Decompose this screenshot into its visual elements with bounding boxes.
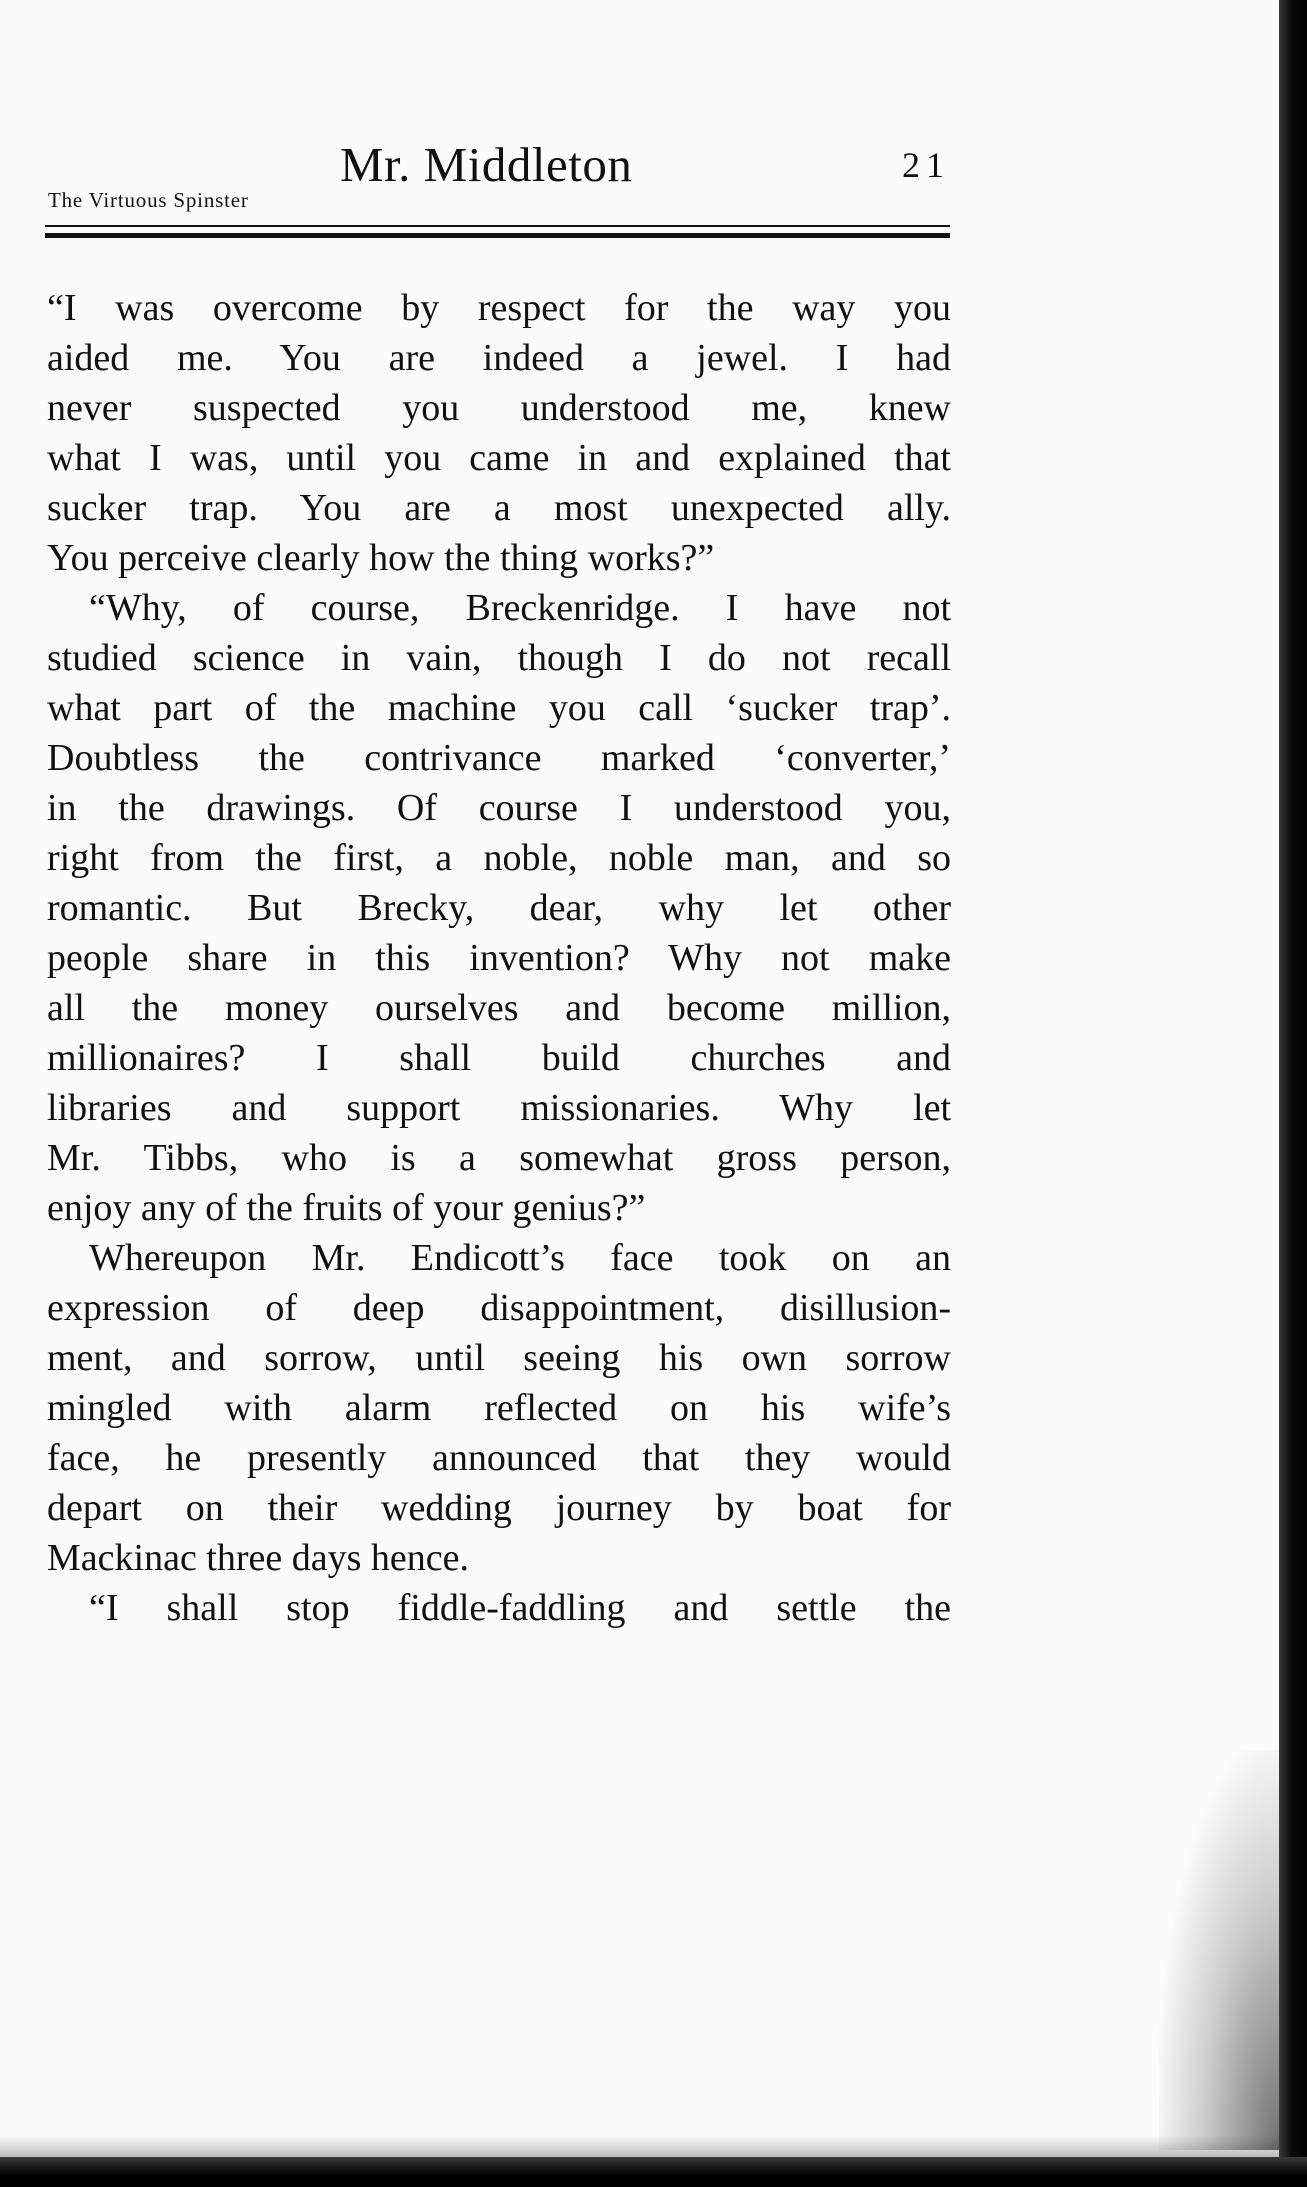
text-line: depart on their wedding journey by boat for <box>47 1487 951 1529</box>
text-line: Mackinac three days hence. <box>47 1537 470 1579</box>
text-line: sucker trap. You are a most unexpected ally. <box>47 487 951 529</box>
text-line: face, he presently announced that they would <box>47 1437 951 1479</box>
text-line: what I was, until you came in and explained that <box>47 437 951 479</box>
text-line: what part of the machine you call ‘sucker trap’. <box>47 687 951 729</box>
text-line: people share in this invention? Why not make <box>47 937 951 979</box>
text-line: expression of deep disappointment, disillusion- <box>47 1287 951 1329</box>
text-line: studied science in vain, though I do not recall <box>47 637 951 679</box>
text-line: “Why, of course, Breckenridge. I have not <box>89 587 951 629</box>
scan-shadow-right <box>1159 1750 1279 2150</box>
text-line: You perceive clearly how the thing works?” <box>47 537 715 579</box>
text-line: ment, and sorrow, until seeing his own sorrow <box>47 1337 951 1379</box>
book-title: The Virtuous Spinster <box>48 188 249 212</box>
text-line: Mr. Tibbs, who is a somewhat gross person, <box>47 1137 951 1179</box>
text-line: aided me. You are indeed a jewel. I had <box>47 337 951 379</box>
text-line: “I was overcome by respect for the way you <box>47 287 951 329</box>
scan-edge-bottom <box>0 2157 1307 2187</box>
text-line: libraries and support missionaries. Why let <box>47 1087 951 1129</box>
text-line: right from the first, a noble, noble man, and so <box>47 837 951 879</box>
text-line: millionaires? I shall build churches and <box>47 1037 951 1079</box>
scan-shadow-bottom <box>0 2135 1307 2157</box>
text-line: Whereupon Mr. Endicott’s face took on an <box>89 1237 951 1279</box>
chapter-title: Mr. Middleton <box>340 137 633 192</box>
header-rule-thick <box>45 233 950 238</box>
text-line: mingled with alarm reflected on his wife’s <box>47 1387 951 1429</box>
text-line: Doubtless the contrivance marked ‘converter,’ <box>47 737 951 779</box>
text-line: enjoy any of the fruits of your genius?” <box>47 1187 646 1229</box>
text-line: all the money ourselves and become million, <box>47 987 951 1029</box>
text-line: in the drawings. Of course I understood you, <box>47 787 951 829</box>
text-line: romantic. But Brecky, dear, why let other <box>47 887 951 929</box>
scan-edge-right <box>1279 0 1307 2187</box>
header-rule-thin <box>45 225 950 227</box>
running-header <box>45 130 950 240</box>
text-line: never suspected you understood me, knew <box>47 387 951 429</box>
body-text <box>47 283 951 1633</box>
text-line: “I shall stop fiddle-faddling and settle the <box>89 1587 951 1629</box>
page-number: 21 <box>902 145 950 185</box>
